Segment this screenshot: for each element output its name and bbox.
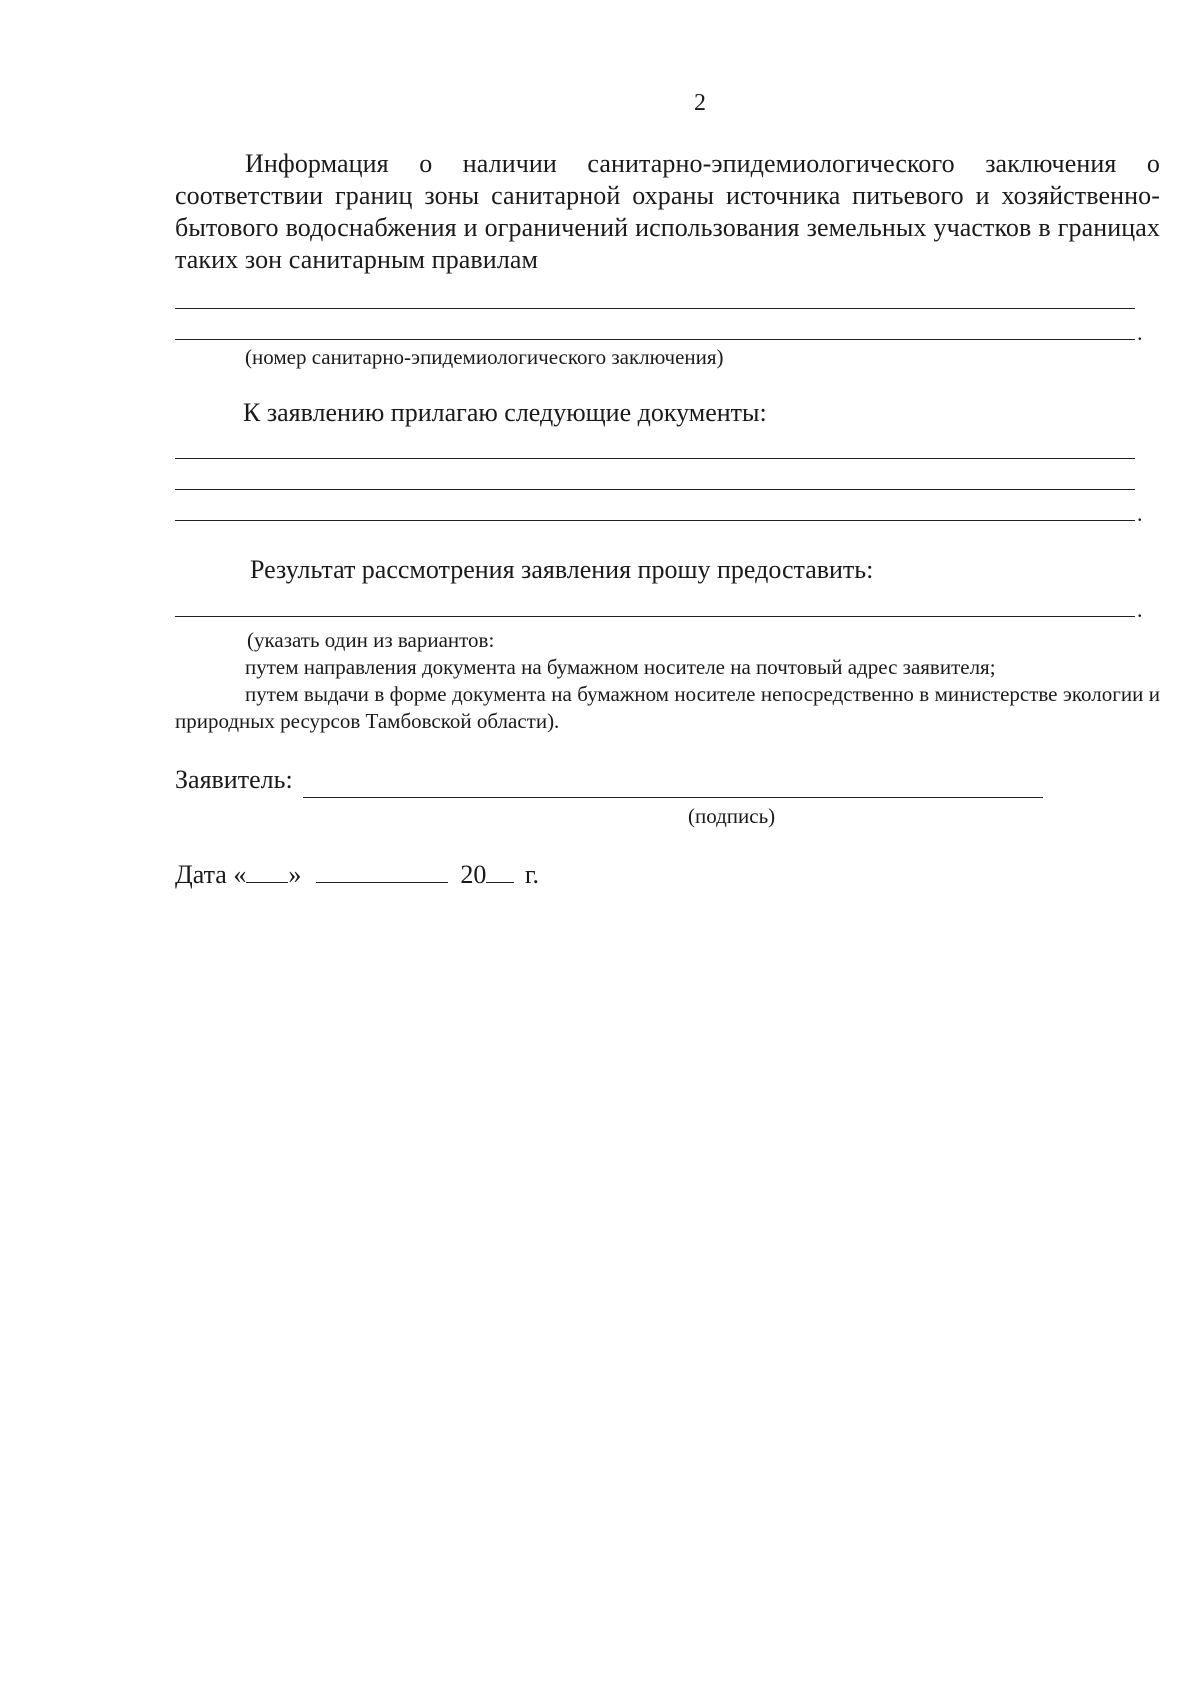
line-end-period: . bbox=[1137, 320, 1143, 345]
date-day-blank[interactable] bbox=[246, 858, 288, 883]
fill-line-conclusion-1[interactable] bbox=[175, 308, 1135, 309]
page-number: 2 bbox=[694, 90, 706, 116]
date-year-suffix: г. bbox=[524, 860, 540, 889]
date-year-blank[interactable] bbox=[486, 858, 514, 883]
fill-line-conclusion-2[interactable] bbox=[175, 339, 1135, 340]
options-intro: (указать один из вариантов: bbox=[247, 628, 495, 652]
date-year-prefix: 20 bbox=[460, 860, 487, 889]
applicant-signature-line[interactable] bbox=[303, 797, 1043, 798]
date-month-blank[interactable] bbox=[316, 858, 448, 883]
fill-line-documents-3[interactable] bbox=[175, 520, 1135, 521]
date-close-quote: » bbox=[288, 860, 302, 889]
applicant-label: Заявитель: bbox=[175, 765, 293, 794]
option-item-in-person: путем выдачи в форме документа на бумажном носителе непосредственно в министерстве экологии и природных ресурсов Тамбовской области). bbox=[175, 682, 1160, 733]
info-paragraph: Информация о наличии санитарно-эпидемиологического заключения о соответствии границ зоны санитарной охраны источника питьевого и хозяйственно-бытового водоснабжения и ограничений использования земельных участков в границах таких зон санитарным правилам bbox=[175, 149, 1160, 274]
line-end-period: . bbox=[1137, 501, 1143, 526]
result-options bbox=[175, 627, 1160, 735]
fill-line-result[interactable] bbox=[175, 616, 1135, 617]
conclusion-caption: (номер санитарно-эпидемиологического заключения) bbox=[245, 345, 724, 369]
result-heading: Результат рассмотрения заявления прошу предоставить: bbox=[250, 555, 874, 584]
line-end-period: . bbox=[1137, 597, 1143, 622]
signature-caption: (подпись) bbox=[688, 804, 776, 828]
fill-line-documents-1[interactable] bbox=[175, 458, 1135, 459]
date-row bbox=[175, 858, 539, 891]
documents-heading: К заявлению прилагаю следующие документы: bbox=[243, 398, 767, 427]
option-item-mail: путем направления документа на бумажном носителе на почтовый адрес заявителя; bbox=[245, 655, 996, 679]
fill-line-documents-2[interactable] bbox=[175, 489, 1135, 490]
date-label: Дата « bbox=[175, 860, 247, 889]
